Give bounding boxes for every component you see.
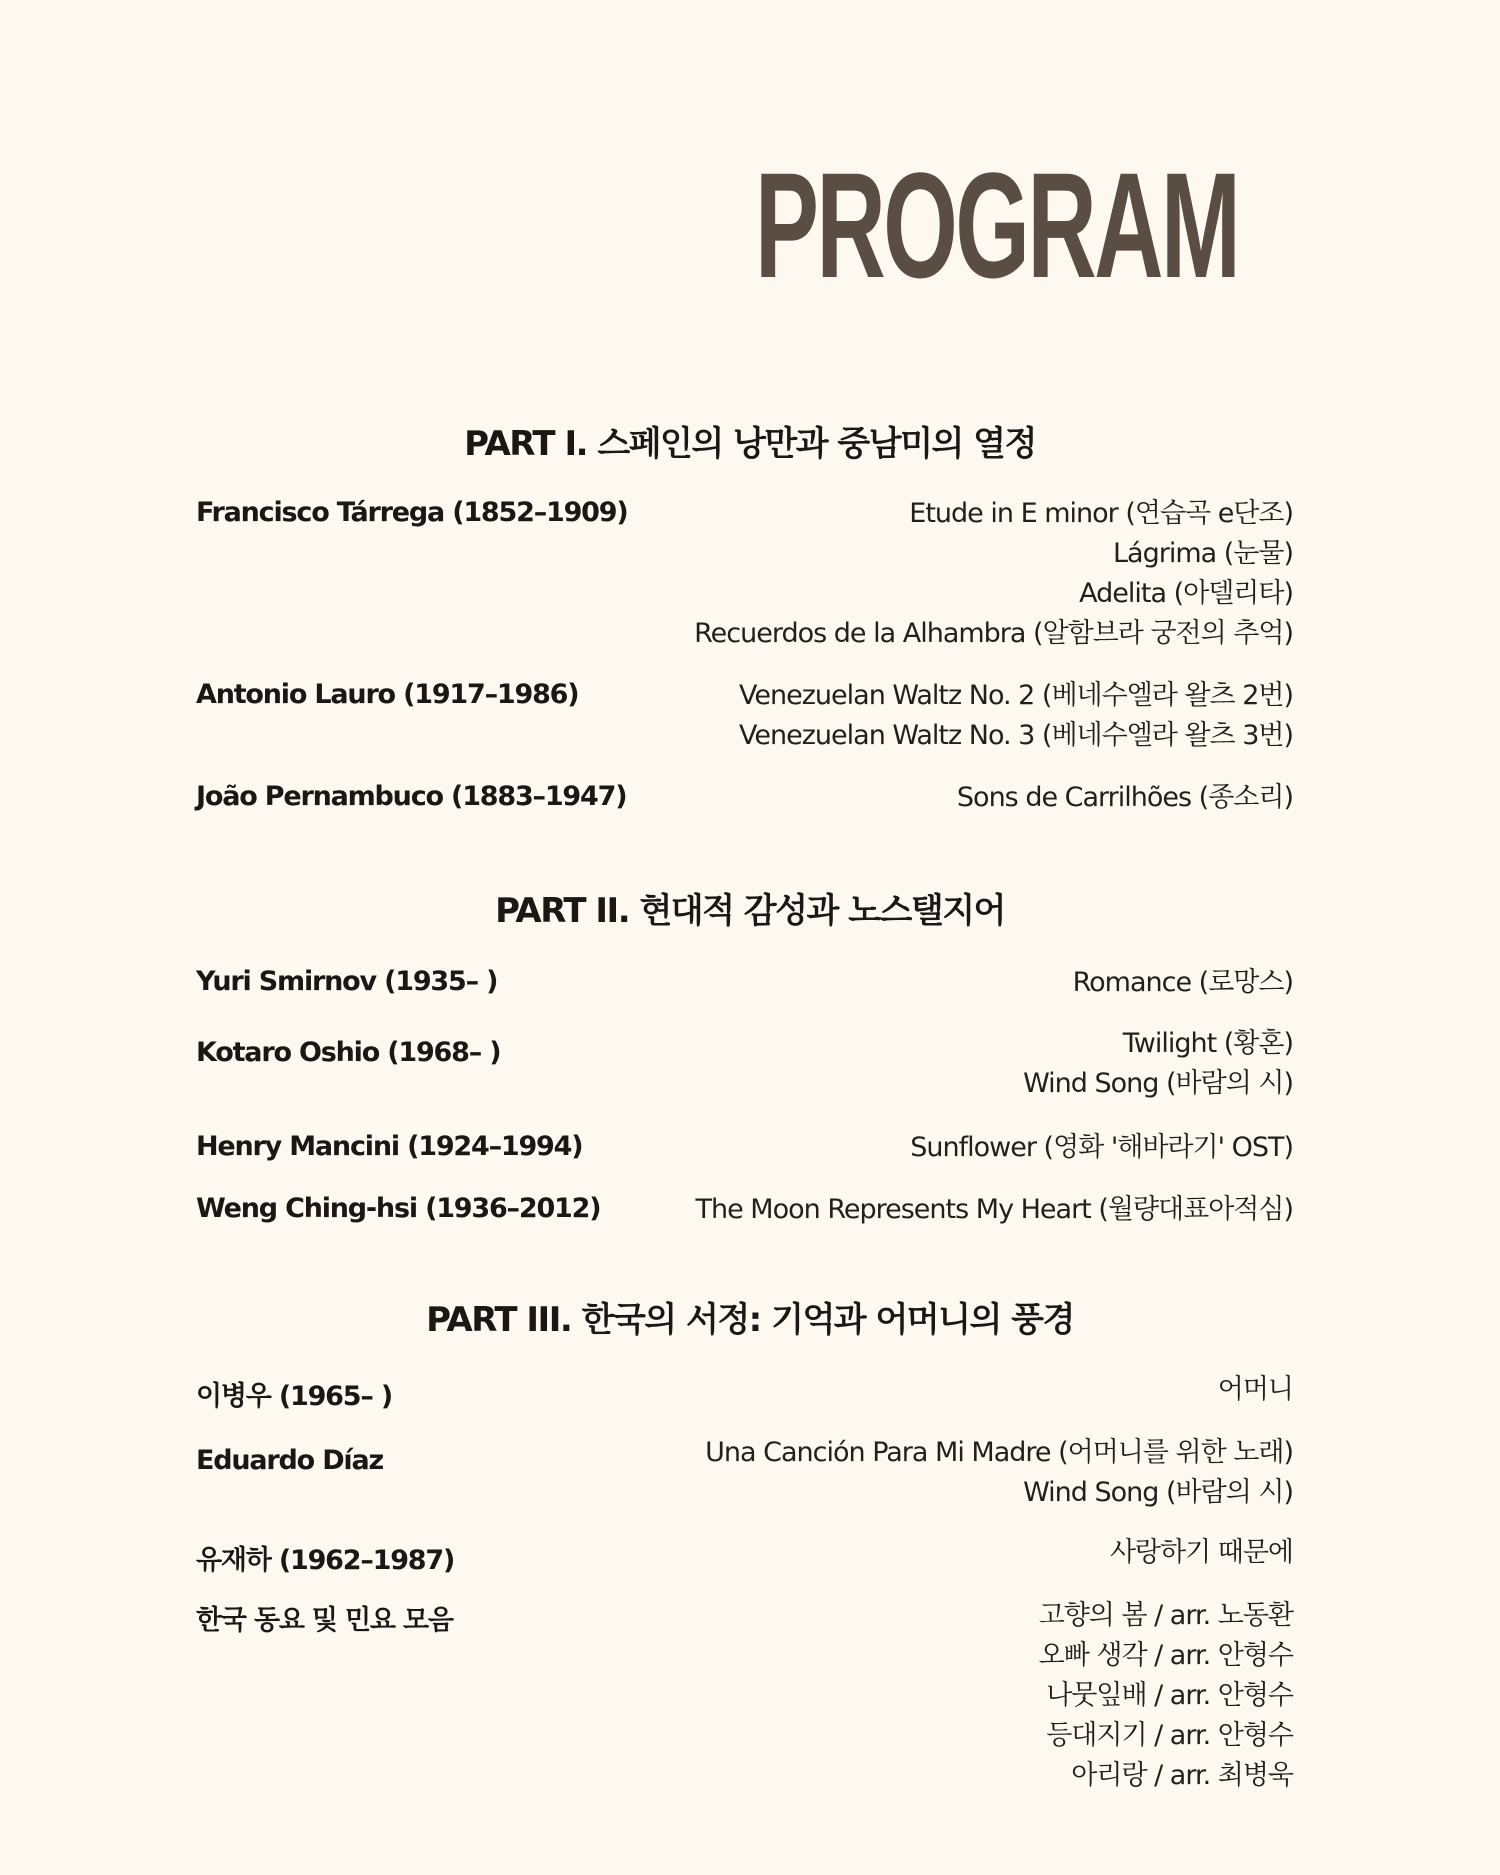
- work-item: The Moon Represents My Heart (월량대표아적심): [695, 1194, 1293, 1225]
- works-tarrega: [694, 494, 1293, 654]
- works-oshio: [1023, 1024, 1293, 1104]
- work-item: Venezuelan Waltz No. 2 (베네수엘라 왈츠 2번): [739, 680, 1293, 711]
- works-pernambuco: [957, 778, 1293, 818]
- composer-yoo: 유재하 (1962–1987): [196, 1545, 455, 1576]
- work-item: 고향의 봄 / arr. 노동환: [1038, 1600, 1293, 1631]
- work-item: Etude in E minor (연습곡 e단조): [909, 498, 1293, 529]
- work-item: 아리랑 / arr. 최병욱: [1071, 1760, 1293, 1791]
- part-1-heading: PART I. 스페인의 낭만과 중남미의 열정: [464, 424, 1036, 464]
- work-item: Wind Song (바람의 시): [1023, 1068, 1293, 1099]
- composer-smirnov: Yuri Smirnov (1935– ): [196, 966, 498, 997]
- work-item: Romance (로망스): [1072, 967, 1293, 998]
- work-item: Wind Song (바람의 시): [1023, 1477, 1293, 1508]
- part-2-heading: PART II. 현대적 감성과 노스탤지어: [495, 891, 1005, 931]
- works-weng: [696, 1190, 1294, 1230]
- work-item: Lágrima (눈물): [1113, 538, 1293, 569]
- composer-diaz: Eduardo Díaz: [196, 1445, 384, 1476]
- composer-tarrega: Francisco Tárrega (1852–1909): [196, 497, 628, 528]
- composer-pernambuco: João Pernambuco (1883–1947): [196, 781, 627, 812]
- works-lauro: [739, 676, 1293, 756]
- work-item: Adelita (아델리타): [1079, 578, 1293, 609]
- works-diaz: [705, 1433, 1293, 1513]
- part-3-heading: PART III. 한국의 서정: 기억과 어머니의 풍경: [426, 1300, 1074, 1340]
- work-item: Sons de Carrilhões (종소리): [956, 782, 1293, 813]
- work-item: Venezuelan Waltz No. 3 (베네수엘라 왈츠 3번): [739, 720, 1293, 751]
- works-mancini: [910, 1128, 1293, 1168]
- works-lee: [1218, 1370, 1293, 1410]
- work-item: 오빠 생각 / arr. 안형수: [1038, 1640, 1293, 1671]
- work-item: Sunflower (영화 '해바라기' OST): [910, 1132, 1293, 1163]
- composer-lauro: Antonio Lauro (1917–1986): [196, 679, 579, 710]
- composer-lee: 이병우 (1965– ): [196, 1381, 392, 1412]
- composer-weng: Weng Ching-hsi (1936–2012): [196, 1193, 601, 1224]
- work-item: 나뭇잎배 / arr. 안형수: [1046, 1680, 1293, 1711]
- work-item: 사랑하기 때문에: [1109, 1537, 1293, 1568]
- composer-oshio: Kotaro Oshio (1968– ): [196, 1037, 501, 1068]
- work-item: Una Canción Para Mi Madre (어머니를 위한 노래): [705, 1437, 1293, 1468]
- work-item: Recuerdos de la Alhambra (알함브라 궁전의 추억): [694, 618, 1293, 649]
- works-korean-collection: [1039, 1596, 1293, 1796]
- work-item: Twilight (황혼): [1122, 1028, 1293, 1059]
- page-title: PROGRAM: [754, 141, 1238, 309]
- works-smirnov: [1073, 963, 1293, 1003]
- composer-mancini: Henry Mancini (1924–1994): [196, 1131, 583, 1162]
- work-item: 어머니: [1217, 1374, 1293, 1405]
- works-yoo: [1110, 1533, 1293, 1573]
- work-item: 등대지기 / arr. 안형수: [1046, 1720, 1293, 1751]
- composer-korean-collection: 한국 동요 및 민요 모음: [196, 1605, 453, 1636]
